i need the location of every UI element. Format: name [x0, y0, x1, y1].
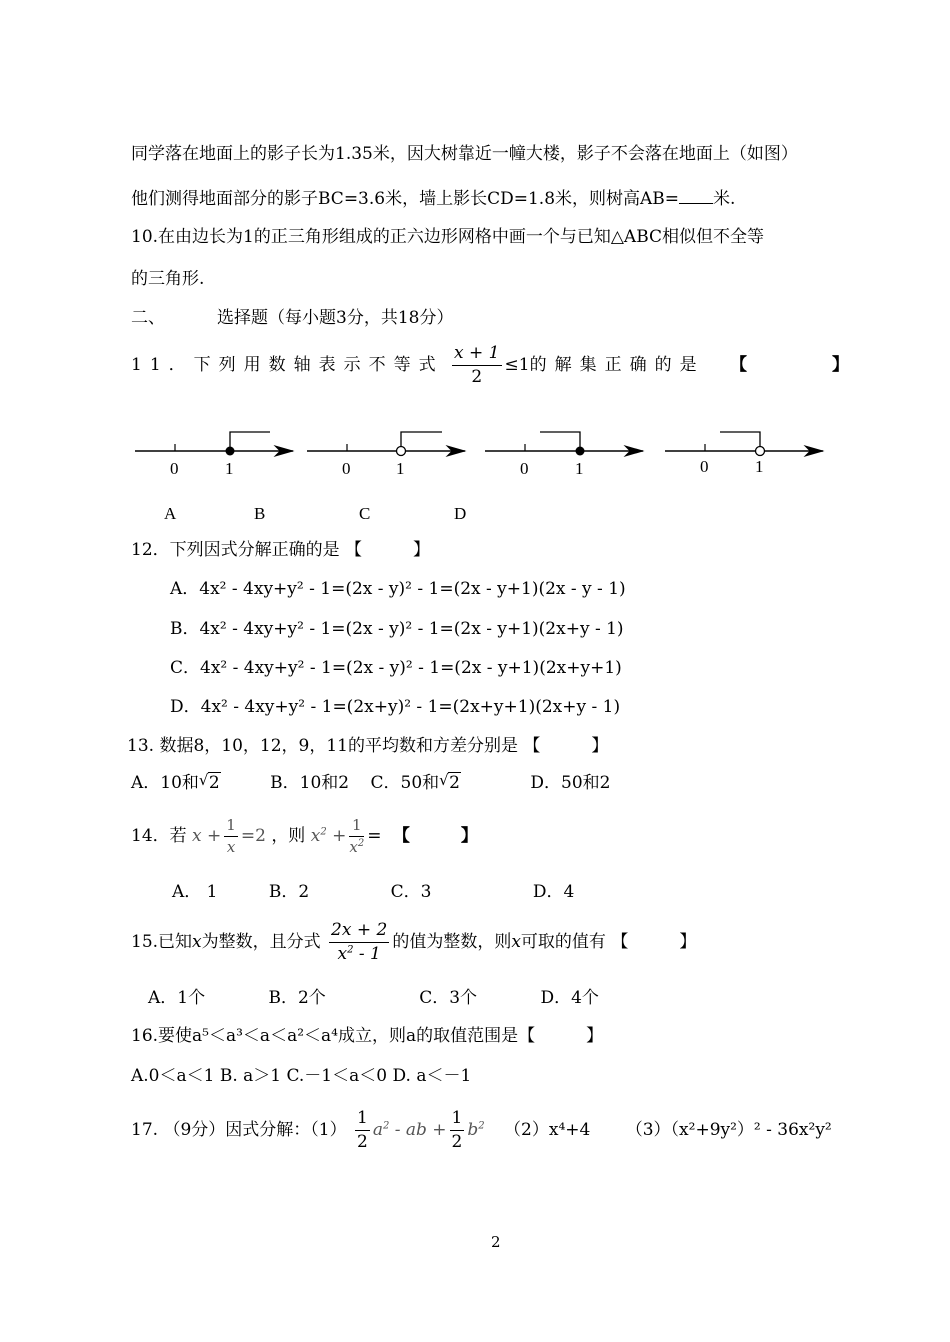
q17-expr-1: $a^2$ - ab +: [372, 1120, 447, 1140]
tick-label: 0: [700, 457, 709, 476]
q11-text-b: 的解集正确的是: [529, 355, 705, 375]
q15-stem: [131, 922, 696, 963]
half-fraction: $\frac{1}{2}$: [451, 1108, 463, 1152]
sqrt-2: √ 2: [198, 771, 220, 793]
q14-stem: [131, 818, 478, 855]
q14-text-a: 14．若: [131, 826, 187, 846]
q17-part-3: （3）（x²+9y²）² - 36x²y²: [625, 1120, 832, 1140]
numberline-tick-labels: [170, 457, 764, 478]
var-x: x: [511, 932, 521, 952]
q13-option-c: C．50和: [370, 773, 440, 793]
q16-options: A.0＜a＜1 B. a＞1 C.－1＜a＜0 D. a＜－1: [131, 1066, 472, 1086]
numberline-b: [307, 432, 465, 456]
q17-stem: [131, 1110, 832, 1151]
tick-label: 0: [170, 459, 179, 478]
q11-answer-bracket: 【 】: [729, 355, 849, 375]
q13-option-b: B．10和2: [270, 773, 350, 793]
sqrt-2: √ 2: [439, 771, 460, 793]
q15-option-d: D．4个: [540, 988, 599, 1008]
q17-expr-2: $b^2$: [467, 1120, 485, 1140]
tick-label: 1: [755, 457, 764, 476]
q15-fraction: $\frac{2x + 2}{x^2 - 1}$: [331, 920, 388, 964]
numberline-d: [665, 432, 823, 456]
q15-option-c: C．3个: [419, 988, 478, 1008]
q14-text-b: ，则: [271, 826, 306, 846]
q14-option-d: D．4: [532, 882, 575, 902]
answer-blank: [679, 189, 713, 204]
q9-line-1: 同学落在地面上的影子长为1.35米，因大树靠近一幢大楼，影子不会落在地面上（如图）: [131, 144, 798, 164]
numberline-a: [135, 432, 293, 456]
closed-dot: [576, 447, 585, 456]
q14-option-b: B．2: [268, 882, 310, 902]
q12-option-d: D．4x² - 4xy+y² - 1=(2x+y)² - 1=(2x+y+1)(2x+y - 1): [170, 697, 621, 717]
numberline-c: [485, 432, 643, 456]
numberline-figure: [0, 420, 950, 480]
q15-text-d: 可取的值有 【 】: [520, 932, 697, 952]
q10-line-2: 的三角形.: [131, 269, 205, 289]
q12-option-c: C．4x² - 4xy+y² - 1=(2x - y)² - 1=(2x - y+1)(2x+y+1): [170, 658, 622, 678]
half-fraction: $\frac{1}{2}$: [356, 1108, 368, 1152]
closed-dot: [226, 447, 235, 456]
var-x: x: [192, 932, 202, 952]
q14-option-a: A． 1: [172, 882, 218, 902]
q11-option-b-label: B: [254, 504, 266, 523]
q10-line-1: 10.在由边长为1的正三角形组成的正六边形网格中画一个与已知△ABC相似但不全等: [131, 227, 765, 247]
q9-unit: 米.: [713, 189, 736, 209]
open-dot: [397, 447, 406, 456]
q13-stem: 13. 数据8，10，12，9，11的平均数和方差分别是 【 】: [127, 736, 609, 756]
q14-fraction-1x: $\frac{1}{x}$: [226, 816, 236, 856]
tick-label: 1: [575, 459, 584, 478]
q11-leq: ≤1: [504, 355, 530, 375]
tick-label: 1: [396, 459, 405, 478]
q11-text-a: 11．下列用数轴表示不等式: [131, 355, 444, 375]
tick-label: 1: [225, 459, 234, 478]
q13-option-d: D．50和2: [530, 773, 611, 793]
q14-equals: =: [367, 826, 382, 846]
q11-option-c-label: C: [359, 504, 371, 523]
q14-eq-2: =2: [240, 826, 266, 846]
q15-option-b: B．2个: [268, 988, 326, 1008]
q17-part-2: （2）x⁴+4: [504, 1120, 591, 1140]
q15-options: [148, 990, 599, 1007]
q12-option-a: A．4x² - 4xy+y² - 1=(2x - y)² - 1=(2x - y+1)(2x - y - 1): [170, 579, 626, 599]
q14-answer-bracket: 【 】: [392, 826, 478, 846]
q13-option-a: A．10和: [131, 773, 199, 793]
q15-option-a: A．1个: [148, 988, 206, 1008]
q12-option-b: B．4x² - 4xy+y² - 1=(2x - y)² - 1=(2x - y+1)(2x+y - 1): [170, 619, 624, 639]
q17-text-a: 17. （9分）因式分解：（1）: [131, 1120, 347, 1140]
open-dot: [756, 447, 765, 456]
q13-options: [131, 771, 611, 793]
q15-text-a: 15.已知: [131, 932, 193, 952]
q14-options: [172, 884, 574, 901]
tick-label: 0: [520, 459, 529, 478]
q14-expr-1: x +: [192, 826, 222, 846]
q14-option-c: C．3: [390, 882, 432, 902]
page-number: 2: [491, 1233, 501, 1251]
section-2-heading: [131, 310, 453, 327]
q11-fraction: $\frac{x + 1}{2}$: [454, 343, 500, 387]
section-number: 二、: [131, 308, 165, 328]
q9-text: 他们测得地面部分的影子BC=3.6米，墙上影长CD=1.8米，则树高AB=: [131, 189, 680, 209]
q12-stem: 12．下列因式分解正确的是 【 】: [131, 540, 431, 560]
q11-option-a-label: A: [164, 504, 177, 523]
q16-stem: 16.要使a⁵＜a³＜a＜a²＜a⁴成立，则a的取值范围是【 】: [131, 1026, 604, 1046]
q9-line-2: [131, 189, 735, 208]
q14-expr-2: $x^2$ +: [310, 826, 347, 846]
section-title: 选择题（每小题3分，共18分）: [217, 308, 454, 328]
q11-line: [131, 345, 849, 386]
q15-text-b: 为整数，且分式: [201, 932, 321, 952]
q14-fraction-1x2: $\frac{1}{x^2}$: [349, 816, 365, 856]
q15-text-c: 的值为整数，则: [392, 932, 512, 952]
q11-option-d-label: D: [454, 504, 467, 523]
tick-label: 0: [342, 459, 351, 478]
